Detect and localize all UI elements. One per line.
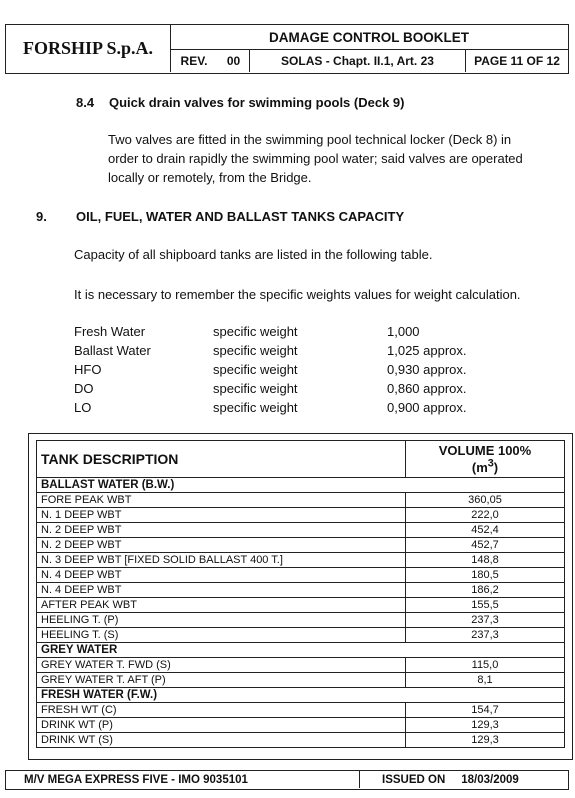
table-row: DRINK WT (P) 129,3 <box>37 718 565 733</box>
section-8-4-number: 8.4 <box>76 95 95 110</box>
weight-value: 0,860 approx. <box>387 381 467 396</box>
document-header <box>5 24 569 74</box>
table-row: N. 2 DEEP WBT 452,7 <box>37 538 565 553</box>
company-name: FORSHIP S.p.A. <box>6 25 171 72</box>
table-row: N. 1 DEEP WBT 222,0 <box>37 508 565 523</box>
weight-value: 1,000 <box>387 324 420 339</box>
issue-info <box>360 771 568 788</box>
revision-value: 00 <box>218 49 250 72</box>
weight-label: specific weight <box>213 343 298 358</box>
vessel-name: M/V MEGA EXPRESS FIVE - IMO 9035101 <box>6 771 360 788</box>
section-9-number: 9. <box>36 209 47 224</box>
section-8-4-line-3: locally or remotely, from the Bridge. <box>108 170 312 185</box>
weight-label: specific weight <box>213 324 298 339</box>
section-9-para-2: It is necessary to remember the specific weights values for weight calculation. <box>74 287 521 302</box>
table-row: GREY WATER T. AFT (P) 8,1 <box>37 673 565 688</box>
table-row: DRINK WT (S) 129,3 <box>37 733 565 748</box>
weight-name: LO <box>74 400 92 415</box>
table-row: FORE PEAK WBT 360,05 <box>37 493 565 508</box>
weight-value: 0,900 approx. <box>387 400 467 415</box>
page-number: PAGE 11 OF 12 <box>474 53 560 68</box>
issued-date: 18/03/2009 <box>461 773 519 786</box>
table-row: N. 4 DEEP WBT 180,5 <box>37 568 565 583</box>
weight-name: Ballast Water <box>74 343 151 358</box>
document-footer <box>5 770 569 790</box>
weight-name: HFO <box>74 362 102 377</box>
weight-value: 0,930 approx. <box>387 362 467 377</box>
weight-name: Fresh Water <box>74 324 146 339</box>
table-row: AFTER PEAK WBT 155,5 <box>37 598 565 613</box>
weight-value: 1,025 approx. <box>387 343 467 358</box>
section-8-4-line-1: Two valves are fitted in the swimming pool technical locker (Deck 8) in <box>108 132 512 147</box>
section-8-4-line-2: order to drain rapidly the swimming pool water; said valves are operated <box>108 151 523 166</box>
document-title: DAMAGE CONTROL BOOKLET <box>170 25 568 50</box>
issued-label: ISSUED ON <box>382 773 446 786</box>
tank-capacity-table <box>36 440 565 748</box>
column-header-description: TANK DESCRIPTION <box>37 441 406 478</box>
volume-label: VOLUME 100% <box>438 443 532 459</box>
weight-name: DO <box>74 381 94 396</box>
table-row: HEELING T. (S) 237,3 <box>37 628 565 643</box>
column-header-volume <box>406 441 565 478</box>
weight-label: specific weight <box>213 362 298 377</box>
weight-label: specific weight <box>213 381 298 396</box>
table-row: N. 3 DEEP WBT [FIXED SOLID BALLAST 400 T.] 148,8 <box>37 553 565 568</box>
solas-reference: SOLAS - Chapt. II.1, Art. 23 <box>250 49 466 72</box>
volume-unit: $(m^3)$ <box>471 457 499 475</box>
table-row: N. 2 DEEP WBT 452,4 <box>37 523 565 538</box>
section-8-4-title: Quick drain valves for swimming pools (Deck 9) <box>109 95 405 110</box>
section-row-ballast: BALLAST WATER (B.W.) <box>37 478 565 493</box>
table-row: HEELING T. (P) 237,3 <box>37 613 565 628</box>
section-9-para-1: Capacity of all shipboard tanks are listed in the following table. <box>74 247 433 262</box>
section-9-title: OIL, FUEL, WATER AND BALLAST TANKS CAPACITY <box>76 209 405 224</box>
weight-label: specific weight <box>213 400 298 415</box>
revision-label: REV. <box>180 53 208 68</box>
table-row: FRESH WT (C) 154,7 <box>37 703 565 718</box>
table-row: GREY WATER T. FWD (S) 115,0 <box>37 658 565 673</box>
section-row-grey-water: GREY WATER <box>37 643 565 658</box>
section-row-fresh-water: FRESH WATER (F.W.) <box>37 688 565 703</box>
table-row: N. 4 DEEP WBT 186,2 <box>37 583 565 598</box>
